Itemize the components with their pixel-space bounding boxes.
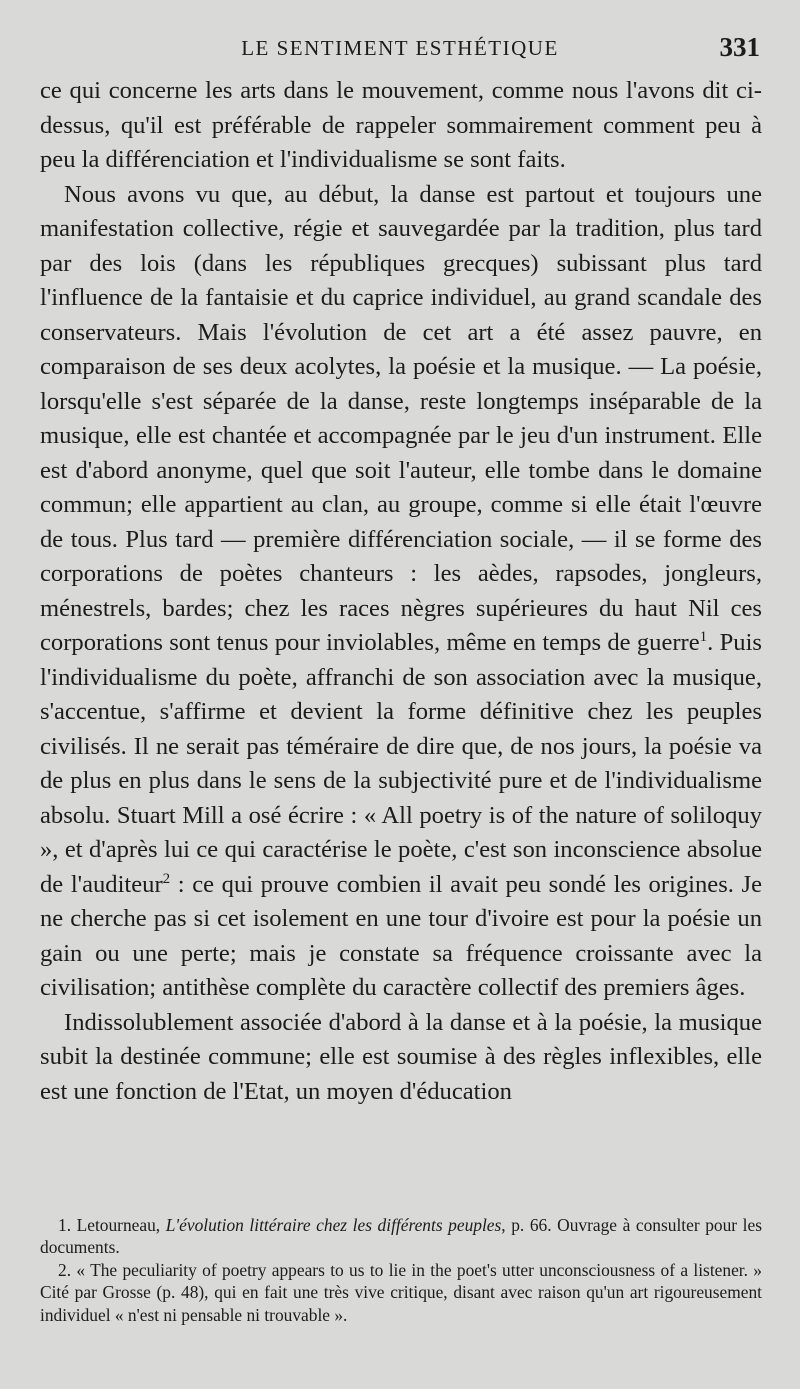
footnote-1-prefix: 1. Letourneau, [58,1215,166,1235]
paragraph-1: ce qui concerne les arts dans le mouvement, comme nous l'avons dit ci-dessus, qu'il est préférable de rappeler sommairement comment peu à peu la différenciation et l'individualisme se sont faits. [40,77,762,173]
paragraph-2-text-b: . Puis l'individualisme du poète, affranchi de son association avec la musique, s'accentue, s'affirme et devient la forme définitive chez les peuples civilisés. Il ne serait pas téméraire de dire que, de nos jours, la poésie va de plus en plus dans le sens de la subjectivité pure et de l'individualisme absolu. Stuart Mill a osé écrire : « All poetry is of the nature of soliloquy », et d'après lui ce qui caractérise le poète, c'est son inconscience absolue de l'auditeur [40,629,762,898]
footnote-ref-1: 1 [699,628,708,645]
running-title: LE SENTIMENT ESTHÉTIQUE [241,36,559,60]
paragraph-2-text-a: Nous avons vu que, au début, la danse est partout et toujours une manifestation collective, régie et sauvegardée par la tradition, plus tard par des lois (dans les républiques grecques) subissant plus tard l'influence de la fantaisie et du caprice individuel, au grand scandale des conservateurs. Mais l'évolution de cet art a été assez pauvre, en comparaison de ses deux acolytes, la poésie et la musique. — La poésie, lorsqu'elle s'est séparée de la danse, reste longtemps inséparable de la musique, elle est chantée et accompagnée par le jeu d'un instrument. Elle est d'abord anonyme, quel que soit l'auteur, elle tombe dans le domaine commun; elle appartient au clan, au groupe, comme si elle était l'œuvre de tous. Plus tard — première différenciation sociale, — il se forme des corporations de poètes chanteurs : les aèdes, rapsodes, jongleurs, ménestrels, bardes; chez les races nègres supérieures du haut Nil ces corporations sont tenus pour inviolables, même en temps de guerre [40,180,762,656]
paragraph-2 [40,178,762,1006]
paragraph-3: Indissolublement associée d'abord à la danse et à la poésie, la musique subit la destinée commune; elle est soumise à des règles inflexibles, elle est une fonction de l'Etat, un moyen d'éducation [40,1008,762,1105]
page-header [40,32,760,66]
page-number: 331 [719,32,760,62]
footnote-1 [40,1214,762,1259]
paragraph-2-text-c: : ce qui prouve combien il avait peu sondé les origines. Je ne cherche pas si cet isolement en une tour d'ivoire est pour la poésie un gain ou une perte; mais je constate sa fréquence croissante avec la civilisation; antithèse complète du caractère collectif des premiers âges. [40,870,762,1001]
footnote-1-title: L'évolution littéraire chez les différents peuples [165,1215,502,1235]
footnotes [40,1214,762,1326]
body-text [40,74,762,1109]
footnote-1-suffix: , p. 66. Ouvrage à consulter pour les documents. [40,1215,762,1258]
footnote-2: 2. « The peculiarity of poetry appears to us to lie in the poet's utter unconsciousness of a listener. » Cité par Grosse (p. 48), qui en fait une très vive critique, disant avec raison qu'un art rigoureusement individuel « n'est ni pensable ni trouvable ». [40,1259,762,1325]
footnote-ref-2: 2 [162,870,171,887]
